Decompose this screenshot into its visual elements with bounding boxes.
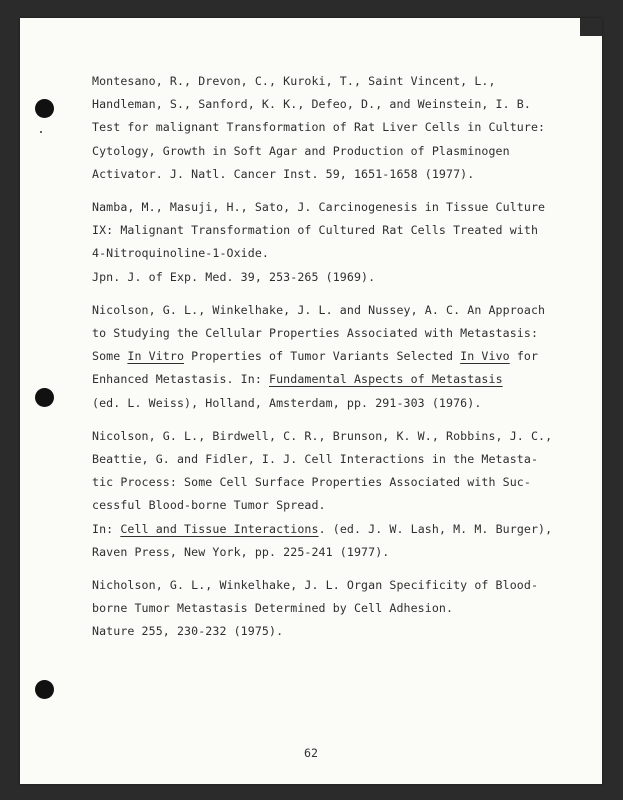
reference-text: to Studying the Cellular Properties Associated with Metastasis: <box>92 326 539 341</box>
reference-line <box>92 266 592 289</box>
reference-line <box>92 219 592 242</box>
reference-text: Properties of Tumor Variants Selected <box>184 349 461 364</box>
reference-line <box>92 345 592 368</box>
reference-entry <box>92 574 592 644</box>
reference-text: IX: Malignant Transformation of Cultured Rat Cells Treated with <box>92 223 539 238</box>
reference-text: Nicolson, G. L., Birdwell, C. R., Brunson, K. W., Robbins, J. C., <box>92 428 553 443</box>
reference-text: borne Tumor Metastasis Determined by Cell Adhesion. <box>92 601 454 616</box>
reference-entry <box>92 70 592 186</box>
binder-hole-top <box>35 99 54 118</box>
binder-hole-middle <box>35 388 54 407</box>
page-corner-shadow <box>580 18 602 36</box>
reference-text: Enhanced Metastasis. In: <box>92 372 270 387</box>
reference-line <box>92 242 592 265</box>
reference-line <box>92 368 592 391</box>
reference-text: cessful Blood-borne Tumor Spread. <box>92 498 326 513</box>
reference-text: Beattie, G. and Fidler, I. J. Cell Interactions in the Metasta- <box>92 452 539 467</box>
underlined-title: In Vivo <box>460 349 510 364</box>
reference-entry <box>92 196 592 289</box>
reference-entry <box>92 299 592 415</box>
reference-line <box>92 93 592 116</box>
reference-text: In: <box>92 521 121 536</box>
binder-hole-bottom <box>35 680 54 699</box>
reference-line <box>92 574 592 597</box>
underlined-title: Cell and Tissue Interactions <box>120 521 319 536</box>
underlined-title: Fundamental Aspects of Metastasis <box>269 372 503 387</box>
reference-text: Some <box>92 349 128 364</box>
reference-text: Montesano, R., Drevon, C., Kuroki, T., Saint Vincent, L., <box>92 74 496 88</box>
reference-line <box>92 448 592 471</box>
reference-line <box>92 541 592 564</box>
reference-text: Nature 255, 230-232 (1975). <box>92 624 284 639</box>
reference-text: Cytology, Growth in Soft Agar and Production of Plasminogen <box>92 143 510 158</box>
reference-text: tic Process: Some Cell Surface Properties Associated with Suc- <box>92 475 531 490</box>
reference-line <box>92 116 592 139</box>
document-page <box>20 18 602 784</box>
reference-line <box>92 471 592 494</box>
reference-text: 4-Nitroquinoline-1-Oxide. <box>92 246 270 261</box>
reference-line <box>92 140 592 163</box>
reference-text: Namba, M., Masuji, H., Sato, J. Carcinogenesis in Tissue Culture <box>92 200 546 215</box>
reference-line <box>92 425 592 448</box>
reference-line <box>92 494 592 517</box>
reference-line <box>92 597 592 620</box>
reference-line <box>92 163 592 186</box>
underlined-title: In Vitro <box>127 349 185 364</box>
reference-line <box>92 322 592 345</box>
reference-line <box>92 518 592 541</box>
reference-list <box>92 70 592 654</box>
reference-line <box>92 392 592 415</box>
reference-line <box>92 70 592 93</box>
reference-text: Jpn. J. of Exp. Med. 39, 253-265 (1969). <box>92 269 376 284</box>
reference-line <box>92 299 592 322</box>
page-number: 62 <box>304 746 318 760</box>
reference-text: for <box>509 349 539 364</box>
reference-text: . (ed. J. W. Lash, M. M. Burger), <box>318 521 553 536</box>
reference-text: Test for malignant Transformation of Rat Liver Cells in Culture: <box>92 120 546 135</box>
reference-text: (ed. L. Weiss), Holland, Amsterdam, pp. 291-303 (1976). <box>92 395 482 410</box>
reference-entry <box>92 425 592 564</box>
reference-line <box>92 620 592 643</box>
scan-speck <box>40 131 42 133</box>
reference-text: Nicholson, G. L., Winkelhake, J. L. Organ Specificity of Blood- <box>92 578 539 593</box>
reference-text: Handleman, S., Sanford, K. K., Defeo, D., and Weinstein, I. B. <box>92 97 531 112</box>
reference-text: Raven Press, New York, pp. 225-241 (1977). <box>92 544 390 559</box>
reference-line <box>92 196 592 219</box>
reference-text: Nicolson, G. L., Winkelhake, J. L. and Nussey, A. C. An Approach <box>92 302 546 317</box>
reference-text: Activator. J. Natl. Cancer Inst. 59, 1651-1658 (1977). <box>92 166 475 181</box>
